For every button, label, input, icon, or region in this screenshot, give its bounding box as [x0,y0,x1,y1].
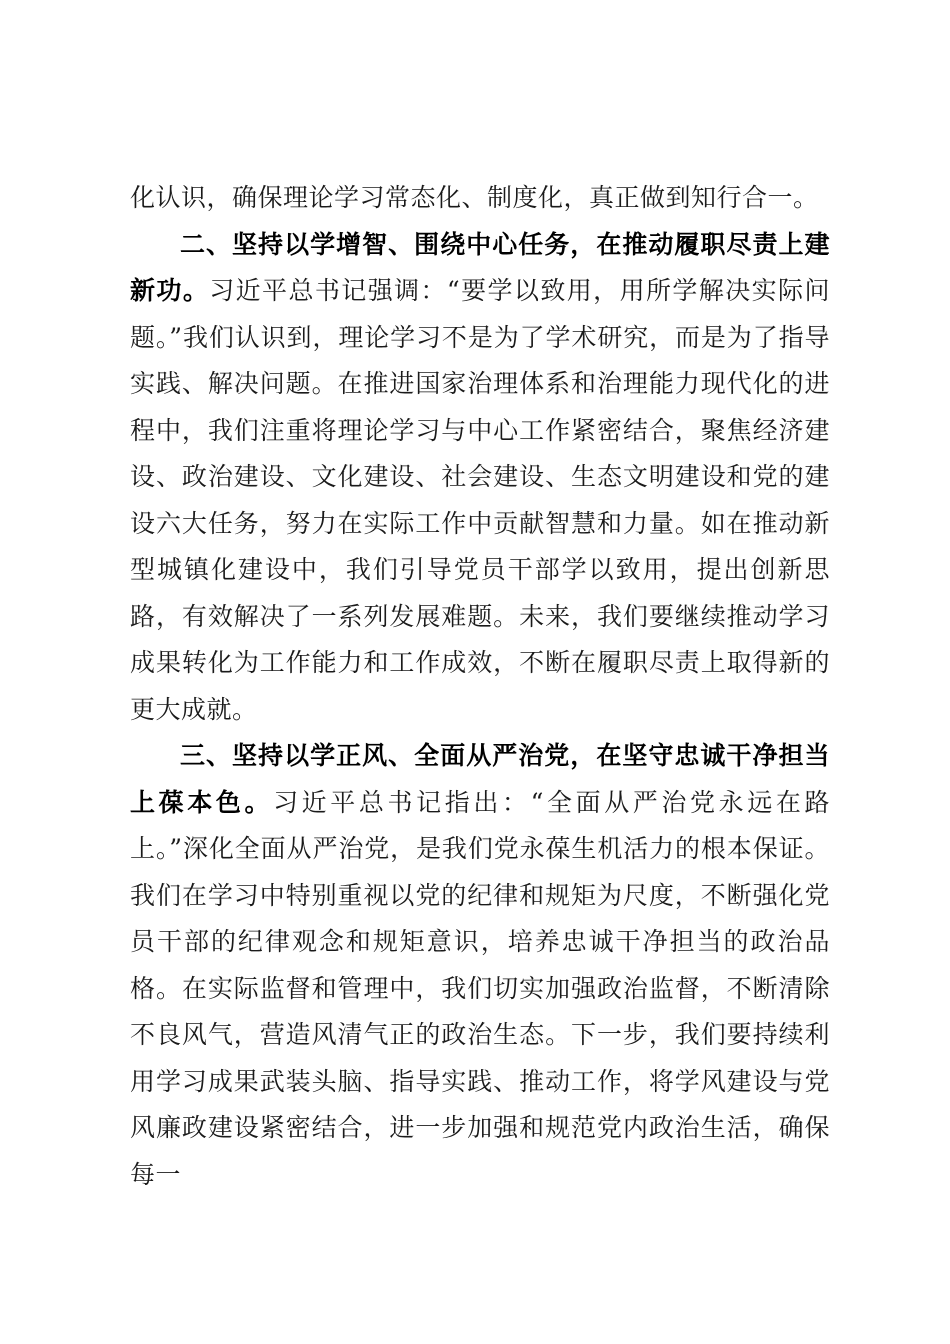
section-three-heading: 三、坚持以学正风、全面从严治党，在坚守忠诚干净担当上葆本色。 [130,741,830,817]
section-two-body-text: 习近平总书记强调：“要学以致用，用所学解决实际问题。”我们认识到，理论学习不是为了学术研究，而是为了指导实践、解决问题。在推进国家治理体系和治理能力现代化的进程中，我们注重将理论学习与中心工作紧密结合，聚焦经济建设、政治建设、文化建设、社会建设、生态文明建设和党的建设六大任务，努力在实际工作中贡献智慧和力量。如在推动新型城镇化建设中，我们引导党员干部学以致用，提出创新思路，有效解决了一系列发展难题。未来，我们要继续推动学习成果转化为工作能力和工作成效，不断在履职尽责上取得新的更大成就。 [130,276,830,724]
paragraph-section-three [130,733,830,1198]
document-body [130,175,830,1198]
paragraph-body-text: 化认识，确保理论学习常态化、制度化，真正做到知行合一。 [130,183,819,212]
paragraph-continuation [130,175,830,222]
section-three-body-text: 习近平总书记指出：“全面从严治党永远在路上。”深化全面从严治党，是我们党永葆生机活力的根本保证。我们在学习中特别重视以党的纪律和规矩为尺度，不断强化党员干部的纪律观念和规矩意识，培养忠诚干净担当的政治品格。在实际监督和管理中，我们切实加强政治监督，不断清除不良风气，营造风清气正的政治生态。下一步，我们要持续利用学习成果武装头脑、指导实践、推动工作，将学风建设与党风廉政建设紧密结合，进一步加强和规范党内政治生活，确保每一 [130,787,830,1189]
paragraph-section-two [130,222,830,734]
section-two-heading: 二、坚持以学增智、围绕中心任务，在推动履职尽责上建新功。 [130,229,830,305]
